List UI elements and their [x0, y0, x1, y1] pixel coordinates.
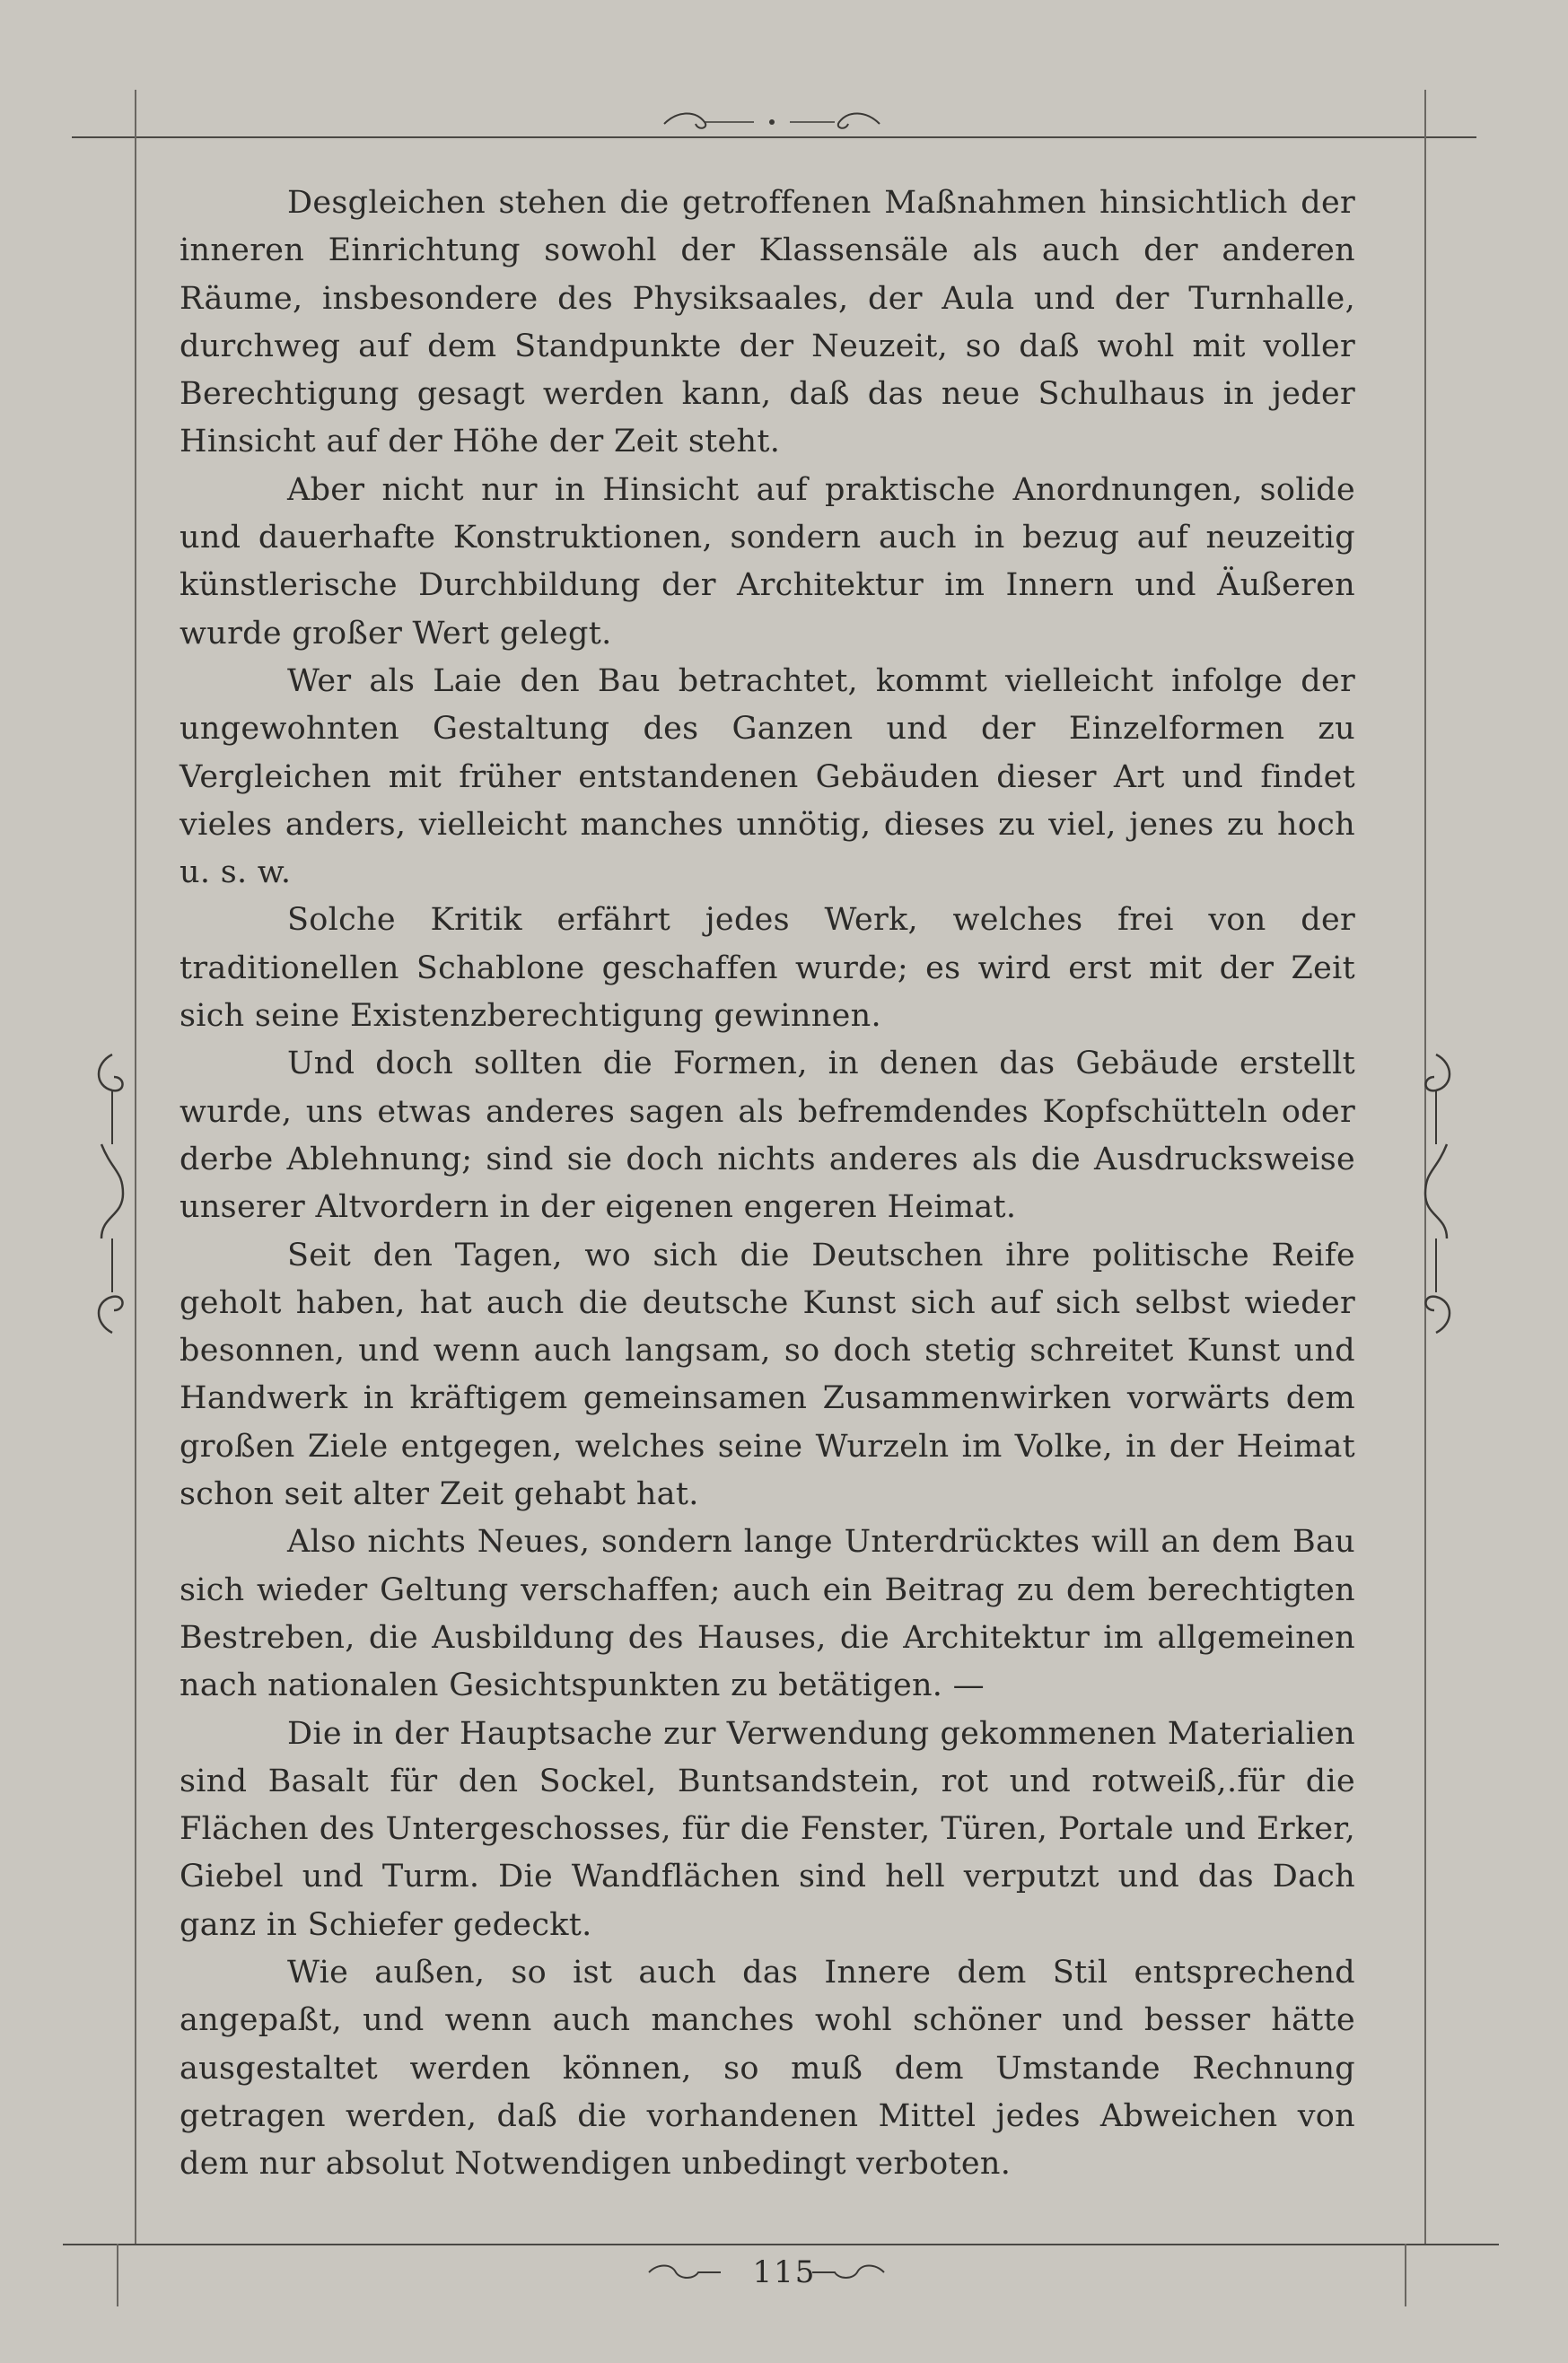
right-side-ornament-icon — [1409, 1046, 1463, 1342]
top-ornament-icon — [655, 106, 889, 142]
paragraph-2: Aber nicht nur in Hinsicht auf praktische Anordnungen, solide und dauerhafte Konstruktionen, sondern auch in bezug auf neuzeitig künstlerische Durchbildung der Architektur im Innern und Äußeren wurde großer Wert gelegt. — [180, 471, 1355, 652]
footer-right-tick — [1405, 2244, 1406, 2306]
paragraph-3: Wer als Laie den Bau betrachtet, kommt vielleicht infolge der ungewohnten Gestaltung des Ganzen und der Einzelformen zu Vergleichen mit früher entstandenen Gebäuden dieser Art und findet vieles anders, vielleicht manches unnötig, dieses zu viel, jenes zu hoch u. s. w. — [180, 662, 1355, 891]
footer-left-tick — [117, 2244, 118, 2306]
body-text — [180, 179, 1355, 2188]
left-side-ornament-icon — [85, 1046, 139, 1342]
paragraph-8: Die in der Hauptsache zur Verwendung gekommenen Materialien sind Basalt für den Sockel, Buntsandstein, rot und rotweiß,.für die Flächen des Untergeschosses, für die Fenster, Türen, Portale und Erker, Giebel und Turm. Die Wandflächen sind hell verputzt und das Dach ganz in Schiefer gedeckt. — [180, 1715, 1355, 1943]
footer-left-flourish-icon — [644, 2260, 725, 2285]
paragraph-5: Und doch sollten die Formen, in denen das Gebäude erstellt wurde, uns etwas anderes sagen als befremdendes Kopfschütteln oder derbe Ablehnung; sind sie doch nichts anderes als die Ausdrucksweise unserer Altvordern in der eigenen engeren Heimat. — [180, 1046, 1355, 1226]
paragraph-7: Also nichts Neues, sondern lange Unterdrücktes will an dem Bau sich wieder Geltung verschaffen; auch ein Beitrag zu dem berechtigten Bestreben, die Ausbildung des Hauses, die Architektur im allgemeinen nach nationalen Gesichtspunkten zu betätigen. — — [180, 1524, 1355, 1704]
paragraph-6: Seit den Tagen, wo sich die Deutschen ihre politische Reife geholt haben, hat auch die deutsche Kunst sich auf sich selbst wieder besonnen, und wenn auch langsam, so doch stetig schreitet Kunst und Handwerk in kräftigem gemeinsamen Zusammenwirken vorwärts dem großen Ziele entgegen, welches seine Wurzeln im Volke, in der Heimat schon seit alter Zeit gehabt hat. — [180, 1237, 1355, 1513]
paragraph-9: Wie außen, so ist auch das Innere dem Stil entsprechend angepaßt, und wenn auch manches wohl schöner und besser hätte ausgestaltet werden können, so muß dem Umstande Rechnung getragen werden, daß die vorhandenen Mittel jedes Abweichen von dem nur absolut Notwendigen unbedingt verboten. — [180, 1954, 1355, 2183]
paragraph-4: Solche Kritik erfährt jedes Werk, welches frei von der traditionellen Schablone geschaffen wurde; es wird erst mit der Zeit sich seine Existenzberechtigung gewinnen. — [180, 902, 1355, 1035]
page-number: 115 — [752, 2254, 817, 2290]
paragraph-1: Desgleichen stehen die getroffenen Maßnahmen hinsichtlich der inneren Einrichtung sowohl der Klassensäle als auch der anderen Räume, insbesondere des Physiksaales, der Aula und der Turnhalle, durchweg auf dem Standpunkte der Neuzeit, so daß wohl mit voller Berechtigung gesagt werden kann, daß das neue Schulhaus in jeder Hinsicht auf der Höhe der Zeit steht. — [180, 185, 1355, 460]
bottom-rule — [63, 2244, 1499, 2245]
footer-right-flourish-icon — [808, 2260, 889, 2285]
